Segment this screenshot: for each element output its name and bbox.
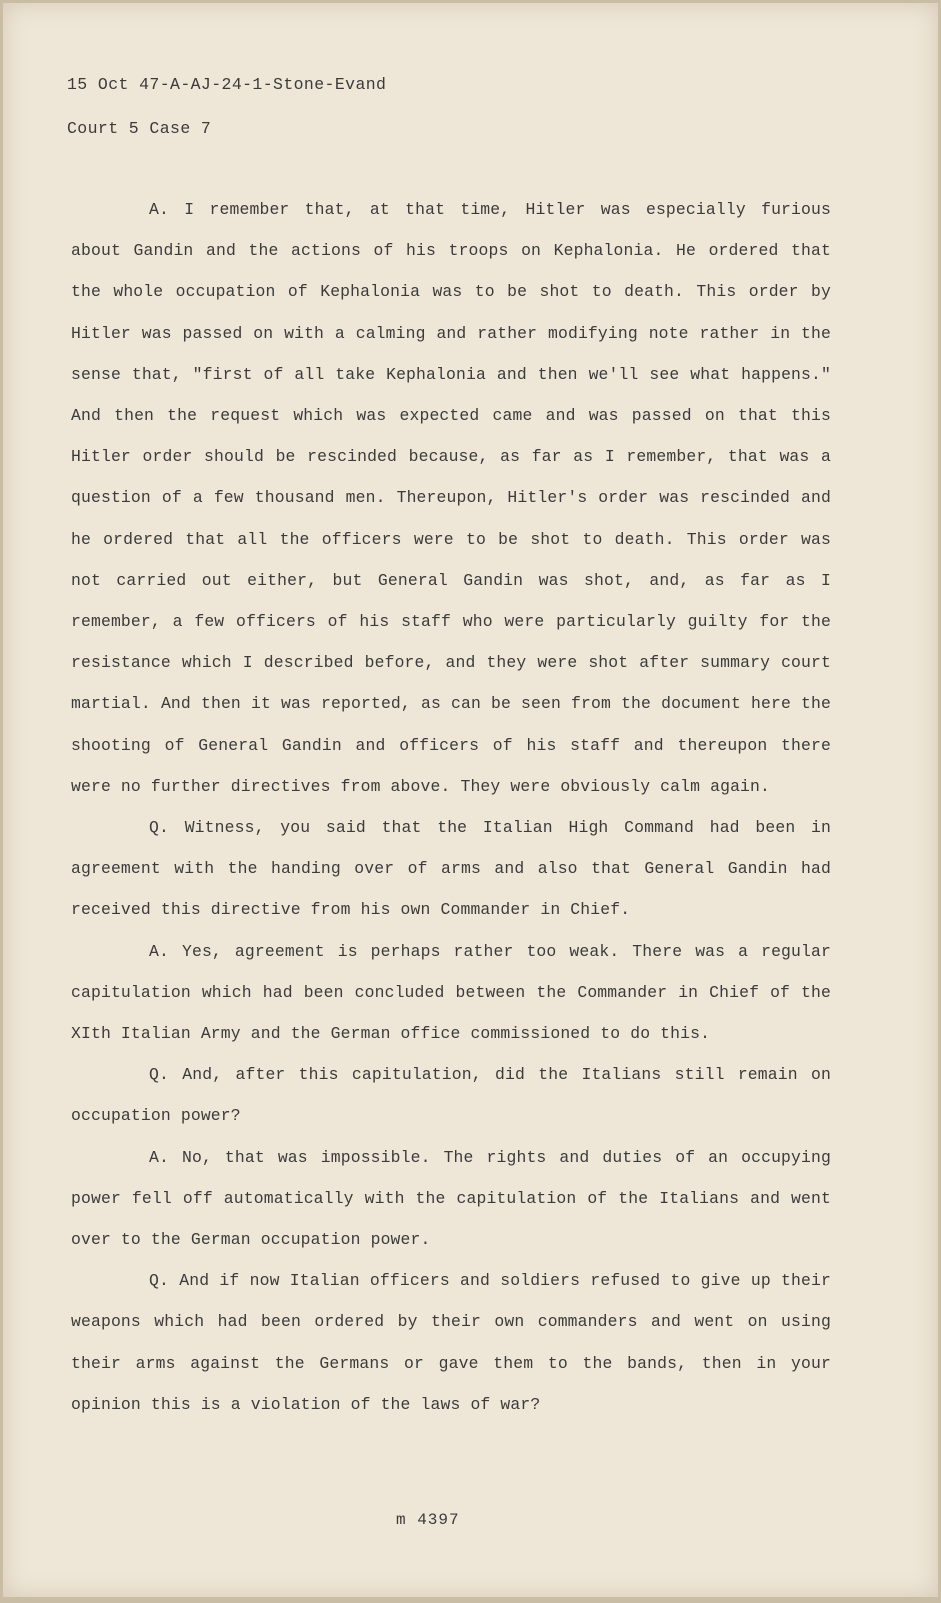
paragraph-text: Yes, agreement is perhaps rather too weak. There was a regular capitulation which had been concluded between the Commander in Chief of the XIth Italian Army and the German office commissioned to do this. <box>71 941 831 1044</box>
transcript-body <box>71 189 831 1425</box>
paragraph-text: I remember that, at that time, Hitler was especially furious about Gandin and the actions of his troops on Kephalonia. He ordered that the whole occupation of Kephalonia was to be shot to death. This order by Hitler was passed on with a calming and rather modifying note rather in the sense that, "first of all take Kephalonia and then we'll see what happens." And then the request which was expected came and was passed on that this Hitler order should be rescinded because, as far as I remember, that was a question of a few thousand men. Thereupon, Hitler's order was rescinded and he ordered that all the officers were to be shot to death. This order was not carried out either, but General Gandin was shot, and, as far as I remember, a few officers of his staff who were particularly guilty for the resistance which I described before, and they were shot after summary court martial. And then it was reported, as can be seen from the document here the shooting of General Gandin and officers of his staff and thereupon there were no further directives from above. They were obviously calm again. <box>71 200 831 796</box>
testimony-paragraph <box>71 1054 831 1136</box>
speaker-label: Q. <box>149 1271 169 1291</box>
testimony-paragraph <box>71 1137 831 1261</box>
testimony-paragraph <box>71 189 831 807</box>
page-number: m 4397 <box>396 1511 460 1529</box>
paragraph-text: Witness, you said that the Italian High Command had been in agreement with the handing over of arms and also that General Gandin had received this directive from his own Commander in Chief. <box>71 818 831 920</box>
speaker-label: A. <box>149 200 169 219</box>
transcript-page <box>3 3 938 1597</box>
court-case-label: Court 5 Case 7 <box>67 119 212 138</box>
paragraph-text: And if now Italian officers and soldiers refused to give up their weapons which had been ordered by their own commanders and went on using their arms against the Germans or gave them to the bands, then in your opinion this is a violation of the laws of war? <box>71 1271 831 1414</box>
speaker-label: Q. <box>149 1065 169 1085</box>
speaker-label: A. <box>149 1147 169 1167</box>
speaker-label: A. <box>149 941 169 961</box>
paragraph-text: No, that was impossible. The rights and duties of an occupying power fell off automatically with the capitulation of the Italians and went over to the German occupation power. <box>71 1147 831 1250</box>
testimony-paragraph <box>71 1260 831 1425</box>
testimony-paragraph <box>71 807 831 931</box>
speaker-label: Q. <box>149 818 169 838</box>
document-reference: 15 Oct 47-A-AJ-24-1-Stone-Evand <box>67 75 387 94</box>
paragraph-text: And, after this capitulation, did the Italians still remain on occupation power? <box>71 1065 831 1126</box>
testimony-paragraph <box>71 931 831 1055</box>
